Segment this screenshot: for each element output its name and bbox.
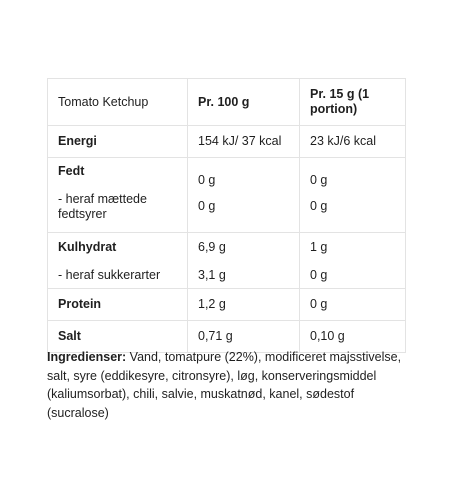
row-value-group <box>188 233 300 288</box>
row-value-per-100g: 0 g <box>198 173 216 187</box>
row-value-group <box>300 158 406 232</box>
ingredients-label: Ingredienser: <box>47 350 127 364</box>
ingredients-text <box>47 348 409 422</box>
row-label: Protein <box>48 289 188 320</box>
row-value-per-100g: 6,9 g <box>198 240 226 254</box>
column-header-per-portion: Pr. 15 g (1 portion) <box>300 79 406 125</box>
sub-row-value-per-100g: 3,1 g <box>198 268 226 282</box>
row-label: Kulhydrat <box>58 240 117 254</box>
product-name: Tomato Ketchup <box>48 79 188 125</box>
row-label-group <box>48 233 188 288</box>
sub-row-value-per-portion: 0 g <box>310 268 328 282</box>
table-row <box>48 233 406 289</box>
row-label: Salt <box>48 321 188 352</box>
sub-row-value-per-100g: 0 g <box>198 199 216 213</box>
column-header-per-100g: Pr. 100 g <box>188 79 300 125</box>
row-label: Fedt <box>58 164 85 178</box>
sub-row-label: - heraf sukkerarter <box>58 268 161 282</box>
sub-row-value-per-portion: 0 g <box>310 199 328 213</box>
row-value-group <box>188 158 300 232</box>
row-value-per-portion: 0,10 g <box>300 321 406 352</box>
sub-row-label: - heraf mættede fedtsyrer <box>58 192 147 221</box>
table-header-row <box>48 79 406 126</box>
row-label: Energi <box>48 126 188 157</box>
row-value-per-portion: 23 kJ/6 kcal <box>300 126 406 157</box>
row-value-per-portion: 0 g <box>310 173 328 187</box>
row-value-per-portion: 0 g <box>300 289 406 320</box>
row-value-per-100g: 1,2 g <box>188 289 300 320</box>
table-row <box>48 158 406 233</box>
nutrition-table <box>47 78 406 353</box>
row-value-group <box>300 233 406 288</box>
row-value-per-100g: 0,71 g <box>188 321 300 352</box>
row-value-per-portion: 1 g <box>310 240 328 254</box>
ingredients-list: Vand, tomatpure (22%), modificeret majsstivelse, salt, syre (eddikesyre, citronsyre), løg, konserveringsmiddel (kaliumsorbat), chili, salvie, muskatnød, kanel, sødestof (sucralose) <box>47 350 402 420</box>
table-row <box>48 289 406 321</box>
table-row <box>48 126 406 158</box>
row-label-group <box>48 158 188 232</box>
row-value-per-100g: 154 kJ/ 37 kcal <box>188 126 300 157</box>
